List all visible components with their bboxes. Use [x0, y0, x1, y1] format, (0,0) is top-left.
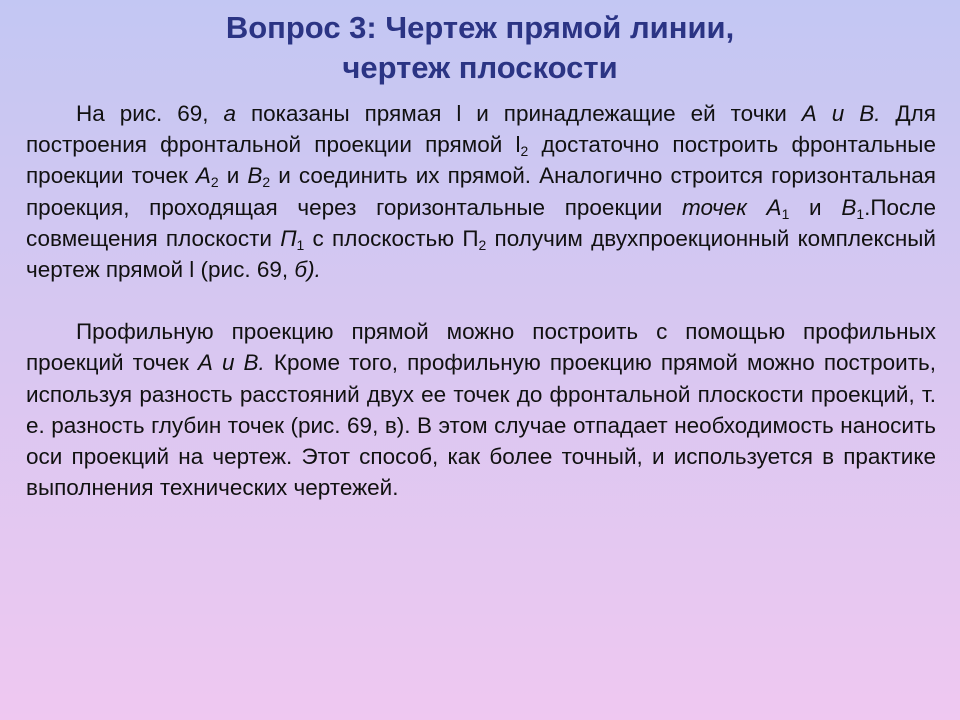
title-line-2: чертеж плоскости	[342, 50, 618, 85]
subscript: 2	[478, 236, 487, 253]
text-run-italic: точек	[682, 194, 747, 220]
text-run-italic: А	[195, 163, 211, 189]
paragraph-gap	[26, 285, 936, 316]
subscript: 1	[781, 205, 790, 222]
slide-body	[26, 98, 936, 503]
subscript: 1	[296, 236, 305, 253]
text-run-italic: П	[280, 225, 297, 251]
text-run-italic: А и В.	[801, 101, 881, 126]
subscript: 2	[520, 143, 529, 160]
text-run: и соединить их прямой. Аналогично строится горизонтальная проекция, проходящая через горизонтальные проекции	[26, 163, 936, 220]
text-run-italic: В	[841, 194, 857, 220]
text-run-italic: А и В.	[197, 350, 265, 376]
text-run: На рис. 69,	[76, 101, 209, 126]
text-run: и	[226, 163, 240, 189]
title-line-1: Вопрос 3: Чертеж прямой линии,	[225, 10, 735, 45]
text-run: достаточно построить фронтальные проекции точек	[26, 132, 936, 189]
text-run-italic: В	[247, 163, 263, 189]
text-run-italic: а	[223, 101, 236, 126]
text-run-italic: б).	[294, 257, 321, 283]
paragraph-1	[26, 98, 936, 285]
text-run: показаны прямая l и принадлежащие ей точки	[250, 101, 787, 126]
text-run: Профильную проекцию прямой можно построить с помощью профильных проекций точек	[26, 319, 936, 376]
slide-title	[0, 8, 960, 88]
subscript: 1	[856, 205, 865, 222]
text-run: Кроме того, профильную проекцию прямой можно построить, используя разность расстояний двух ее точек до фронтальной плоскости проекций, т. е. разность глубин точек (рис. 69, в). В этом случае отпадает необходимость наносить оси проекций на чертеж. Этот способ, как более точный, и используется в практике выполнения технических чертежей.	[26, 350, 936, 501]
paragraph-2	[26, 316, 936, 503]
subscript: 2	[262, 174, 271, 191]
subscript: 2	[210, 174, 219, 191]
text-run: и	[809, 194, 822, 220]
text-run: с плоскостью П	[312, 225, 479, 251]
text-run: .После совмещения плоскости	[26, 194, 936, 251]
text-run-italic: А	[766, 194, 782, 220]
text-run: Для построения фронтальной проекции прямой l	[26, 101, 936, 158]
text-run: получим двухпроекционный комплексный чертеж прямой l (рис. 69,	[26, 225, 936, 283]
